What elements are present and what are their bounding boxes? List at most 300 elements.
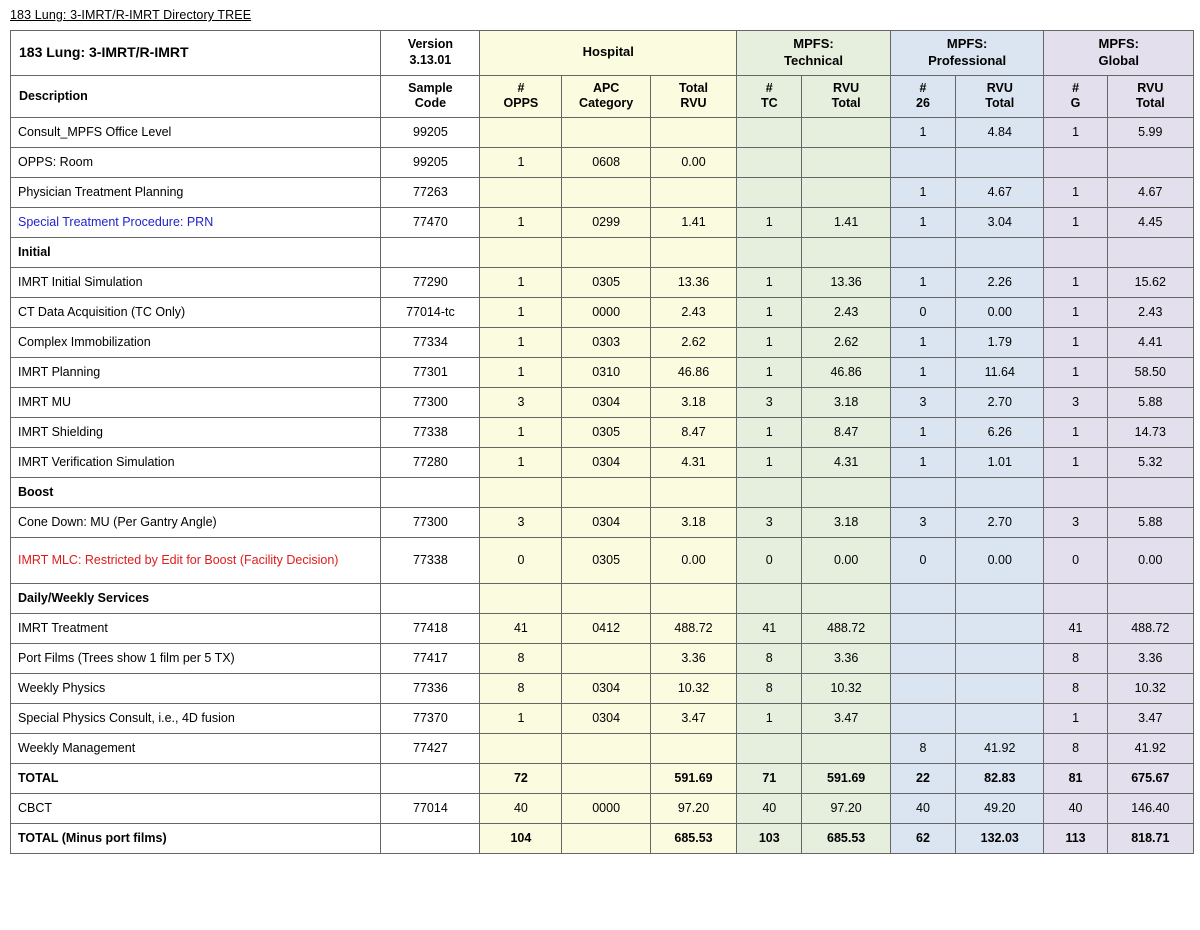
group-global-line1: MPFS: <box>1098 36 1139 51</box>
cell-g-rvu <box>1107 704 1193 734</box>
cell-tc-rvu-text <box>802 160 889 166</box>
cell-description-text: Daily/Weekly Services <box>18 590 150 605</box>
cell-apc-category-text: 0000 <box>592 800 621 815</box>
cell-sample-code-text: 77280 <box>413 454 448 469</box>
cell-opps-count-text: 1 <box>517 364 525 379</box>
cell-g-count-text <box>1044 490 1106 496</box>
cell-description-text[interactable]: Special Treatment Procedure: PRN <box>18 214 214 229</box>
cell-g-count <box>1044 358 1107 388</box>
cell-sample-code <box>381 448 480 478</box>
column-header-opps-count <box>480 75 562 117</box>
cell-pro-count-text: 0 <box>919 552 927 567</box>
cell-tc-count-text: 1 <box>765 214 773 229</box>
cell-tc-count <box>737 388 802 418</box>
cell-total-rvu <box>650 644 736 674</box>
cell-apc-category-text <box>562 190 649 196</box>
cell-opps-count-text: 41 <box>513 620 528 635</box>
cell-g-rvu <box>1107 734 1193 764</box>
cell-description <box>11 794 381 824</box>
cell-pro-rvu <box>956 298 1044 328</box>
table-body <box>11 118 1194 854</box>
cell-pro-rvu <box>956 734 1044 764</box>
cell-tc-count-text <box>737 160 801 166</box>
cell-total-rvu-text: 0.00 <box>681 154 706 169</box>
cell-description-text: TOTAL (Minus port films) <box>18 830 167 845</box>
cell-sample-code-text: 77301 <box>413 364 448 379</box>
cell-g-rvu <box>1107 538 1193 584</box>
cell-apc-category <box>562 358 650 388</box>
cell-opps-count <box>480 734 562 764</box>
cell-apc-category-text: 0412 <box>592 620 621 635</box>
header-column-row <box>11 75 1194 117</box>
cell-sample-code-text: 77418 <box>413 620 448 635</box>
cell-g-count-text: 1 <box>1072 454 1080 469</box>
cell-pro-count <box>890 704 955 734</box>
cell-g-count <box>1044 704 1107 734</box>
cell-sample-code <box>381 268 480 298</box>
cell-g-count-text: 1 <box>1072 184 1080 199</box>
cell-tc-count <box>737 538 802 584</box>
cell-pro-rvu <box>956 614 1044 644</box>
cell-pro-count-text: 1 <box>919 424 927 439</box>
cell-tc-count <box>737 644 802 674</box>
cell-opps-count-text: 8 <box>517 680 525 695</box>
cell-pro-rvu-text: 41.92 <box>984 740 1016 755</box>
cell-g-count <box>1044 478 1107 508</box>
tc-count-line2: TC <box>760 96 778 111</box>
cell-total-rvu <box>650 734 736 764</box>
cell-tc-rvu <box>802 538 890 584</box>
cell-total-rvu <box>650 704 736 734</box>
cell-description <box>11 148 381 178</box>
cell-description-text: Initial <box>18 244 51 259</box>
cell-tc-rvu-text: 2.62 <box>833 334 859 349</box>
cell-apc-category <box>562 418 650 448</box>
group-header-mpfs-technical <box>737 31 891 76</box>
cell-total-rvu <box>650 614 736 644</box>
cell-opps-count <box>480 764 562 794</box>
cell-opps-count-text: 8 <box>517 650 525 665</box>
cell-total-rvu <box>650 448 736 478</box>
cell-pro-count-text <box>891 656 955 662</box>
cell-pro-count-text: 1 <box>919 364 927 379</box>
cell-g-rvu <box>1107 358 1193 388</box>
cell-opps-count-text <box>480 596 561 602</box>
cell-description <box>11 208 381 238</box>
cell-g-rvu-text: 5.99 <box>1138 124 1163 139</box>
cell-g-rvu-text: 5.88 <box>1138 514 1163 529</box>
cell-g-rvu-text: 2.43 <box>1138 304 1163 319</box>
cell-g-count-text: 41 <box>1068 620 1083 635</box>
cell-tc-count <box>737 148 802 178</box>
cell-tc-rvu-text: 8.47 <box>833 424 859 439</box>
cell-apc-category <box>562 614 650 644</box>
cell-pro-rvu-text: 1.79 <box>987 334 1012 349</box>
cell-g-count-text: 1 <box>1072 334 1080 349</box>
table-row <box>11 674 1194 704</box>
cell-pro-rvu-text <box>956 596 1043 602</box>
cell-description <box>11 704 381 734</box>
cell-g-rvu <box>1107 824 1193 854</box>
cell-g-count <box>1044 118 1107 148</box>
table-row <box>11 824 1194 854</box>
cell-pro-rvu <box>956 824 1044 854</box>
cell-pro-rvu <box>956 794 1044 824</box>
cell-sample-code-text: 77014 <box>413 800 448 815</box>
cell-g-count <box>1044 208 1107 238</box>
cell-g-count-text: 8 <box>1072 650 1080 665</box>
cell-description-text: Physician Treatment Planning <box>18 184 184 199</box>
cell-total-rvu-text: 3.18 <box>681 514 706 529</box>
cell-total-rvu <box>650 508 736 538</box>
cell-g-rvu <box>1107 118 1193 148</box>
cell-tc-rvu-text: 3.18 <box>833 514 859 529</box>
cell-sample-code <box>381 478 480 508</box>
cell-description <box>11 178 381 208</box>
cell-sample-code-text: 99205 <box>413 124 448 139</box>
cell-description <box>11 584 381 614</box>
cell-opps-count <box>480 644 562 674</box>
cell-apc-category <box>562 508 650 538</box>
cell-apc-category <box>562 148 650 178</box>
cell-g-rvu-text <box>1108 596 1193 602</box>
cell-opps-count <box>480 824 562 854</box>
cell-opps-count-text: 1 <box>517 304 525 319</box>
cell-g-count-text: 113 <box>1065 830 1086 845</box>
table-row <box>11 238 1194 268</box>
cell-sample-code <box>381 764 480 794</box>
cell-sample-code-text <box>381 596 479 602</box>
cell-description <box>11 614 381 644</box>
cell-pro-rvu-text <box>956 626 1043 632</box>
cell-apc-category <box>562 644 650 674</box>
cell-pro-rvu-text <box>956 250 1043 256</box>
cell-g-count-text: 1 <box>1072 124 1080 139</box>
table-row <box>11 584 1194 614</box>
cell-total-rvu <box>650 358 736 388</box>
cell-tc-count <box>737 268 802 298</box>
cell-apc-category-text: 0304 <box>592 710 621 725</box>
cell-opps-count-text: 0 <box>517 552 525 567</box>
cell-pro-count <box>890 644 955 674</box>
cell-description-text: CBCT <box>18 800 53 815</box>
cell-tc-rvu-text <box>802 130 889 136</box>
cell-sample-code <box>381 644 480 674</box>
cell-total-rvu <box>650 764 736 794</box>
cell-sample-code-text: 77427 <box>413 740 448 755</box>
cell-tc-rvu <box>802 614 890 644</box>
cell-tc-rvu <box>802 644 890 674</box>
cell-g-count-text <box>1044 250 1106 256</box>
cell-tc-rvu-text <box>802 490 889 496</box>
cell-opps-count-text <box>480 250 561 256</box>
apc-line2: Category <box>579 96 634 111</box>
cell-tc-rvu <box>802 734 890 764</box>
group-hospital-line1: Hospital <box>582 44 634 60</box>
cell-tc-rvu-text: 46.86 <box>830 364 862 379</box>
cell-description <box>11 298 381 328</box>
cell-g-rvu-text: 5.88 <box>1138 394 1163 409</box>
cell-tc-rvu-text <box>802 250 889 256</box>
cell-apc-category <box>562 734 650 764</box>
cell-g-count-text: 1 <box>1072 214 1080 229</box>
cell-pro-count-text: 3 <box>919 394 927 409</box>
cell-pro-rvu-text <box>956 716 1043 722</box>
cell-description-text: Port Films (Trees show 1 film per 5 TX) <box>18 650 235 665</box>
cell-tc-count <box>737 358 802 388</box>
cell-total-rvu <box>650 388 736 418</box>
cell-sample-code-text <box>381 490 479 496</box>
cell-sample-code-text: 77300 <box>413 514 448 529</box>
cell-g-rvu-text: 4.45 <box>1138 214 1163 229</box>
cell-sample-code-text: 77334 <box>413 334 448 349</box>
cell-pro-rvu <box>956 538 1044 584</box>
cell-pro-rvu <box>956 118 1044 148</box>
cell-opps-count <box>480 148 562 178</box>
cell-apc-category <box>562 674 650 704</box>
cell-opps-count <box>480 358 562 388</box>
cell-description-text: CT Data Acquisition (TC Only) <box>18 304 186 319</box>
cell-apc-category-text: 0305 <box>592 274 621 289</box>
cell-sample-code <box>381 538 480 584</box>
cell-tc-count-text: 0 <box>765 552 773 567</box>
cell-pro-count <box>890 298 955 328</box>
cell-tc-rvu <box>802 388 890 418</box>
cell-total-rvu <box>650 674 736 704</box>
cell-tc-count <box>737 734 802 764</box>
table-row <box>11 734 1194 764</box>
cell-pro-rvu <box>956 418 1044 448</box>
cell-pro-rvu-text: 1.01 <box>987 454 1012 469</box>
cell-opps-count <box>480 388 562 418</box>
cell-g-rvu-text: 41.92 <box>1134 740 1166 755</box>
cell-description-text: IMRT Treatment <box>18 620 108 635</box>
cell-opps-count <box>480 178 562 208</box>
cell-tc-rvu-text: 685.53 <box>827 830 866 845</box>
cell-opps-count <box>480 614 562 644</box>
cell-tc-rvu-text: 1.41 <box>833 214 859 229</box>
cell-apc-category <box>562 388 650 418</box>
rvu-table <box>10 30 1194 854</box>
cell-sample-code-text: 77300 <box>413 394 448 409</box>
cell-total-rvu-text: 3.47 <box>681 710 706 725</box>
cell-description <box>11 674 381 704</box>
cell-sample-code-text <box>381 250 479 256</box>
cell-g-count-text <box>1044 160 1106 166</box>
cell-tc-rvu-text <box>802 190 889 196</box>
cell-opps-count-text: 1 <box>517 274 525 289</box>
cell-sample-code-text: 77470 <box>413 214 448 229</box>
column-header-tc-count <box>737 75 802 117</box>
cell-tc-count <box>737 614 802 644</box>
group-header-mpfs-professional <box>890 31 1044 76</box>
cell-opps-count <box>480 208 562 238</box>
cell-g-rvu-text <box>1108 490 1193 496</box>
cell-description <box>11 268 381 298</box>
cell-g-rvu <box>1107 148 1193 178</box>
cell-total-rvu-text: 685.53 <box>674 830 713 845</box>
cell-tc-rvu <box>802 298 890 328</box>
cell-g-rvu <box>1107 644 1193 674</box>
cell-total-rvu-text: 1.41 <box>681 214 706 229</box>
cell-tc-rvu-text: 3.18 <box>833 394 859 409</box>
cell-tc-count-text: 40 <box>762 800 777 815</box>
cell-total-rvu <box>650 238 736 268</box>
cell-tc-count-text: 1 <box>765 424 773 439</box>
cell-apc-category <box>562 794 650 824</box>
cell-apc-category-text: 0000 <box>592 304 621 319</box>
cell-opps-count-text: 1 <box>517 710 525 725</box>
cell-total-rvu <box>650 538 736 584</box>
cell-pro-count-text: 1 <box>919 124 927 139</box>
opps-count-line1: # <box>517 80 525 95</box>
cell-opps-count-text: 1 <box>517 424 525 439</box>
cell-description <box>11 358 381 388</box>
column-header-tc-rvu-total <box>802 75 890 117</box>
version-line-1: Version <box>407 37 453 52</box>
group-header-mpfs-global <box>1044 31 1194 76</box>
total-rvu-line1: Total <box>679 80 708 95</box>
cell-sample-code <box>381 238 480 268</box>
group-header-hospital <box>480 31 737 76</box>
cell-tc-count-text <box>737 190 801 196</box>
cell-tc-count-text: 8 <box>765 650 773 665</box>
cell-tc-rvu <box>802 208 890 238</box>
cell-tc-count-text <box>737 250 801 256</box>
cell-tc-rvu <box>802 478 890 508</box>
g-rvu-line1: RVU <box>1137 80 1164 95</box>
cell-tc-rvu-text: 3.36 <box>833 650 859 665</box>
cell-sample-code <box>381 388 480 418</box>
cell-g-count <box>1044 328 1107 358</box>
tc-rvu-line2: Total <box>831 96 861 111</box>
cell-tc-rvu-text: 13.36 <box>830 274 862 289</box>
cell-opps-count <box>480 268 562 298</box>
tc-count-line1: # <box>765 80 773 95</box>
cell-pro-count-text: 1 <box>919 274 927 289</box>
cell-g-count <box>1044 734 1107 764</box>
cell-opps-count <box>480 508 562 538</box>
table-row <box>11 614 1194 644</box>
cell-sample-code <box>381 824 480 854</box>
table-corner-title: 183 Lung: 3-IMRT/R-IMRT <box>11 31 381 76</box>
cell-pro-count <box>890 238 955 268</box>
cell-apc-category-text: 0608 <box>592 154 621 169</box>
g-rvu-line2: Total <box>1135 96 1165 111</box>
cell-apc-category <box>562 178 650 208</box>
cell-pro-count <box>890 328 955 358</box>
cell-description-text: IMRT MU <box>18 394 72 409</box>
cell-description <box>11 118 381 148</box>
cell-tc-rvu <box>802 794 890 824</box>
cell-g-rvu-text: 14.73 <box>1134 424 1166 439</box>
cell-sample-code <box>381 734 480 764</box>
cell-tc-count-text <box>737 130 801 136</box>
cell-g-rvu <box>1107 238 1193 268</box>
cell-description <box>11 448 381 478</box>
cell-g-rvu <box>1107 268 1193 298</box>
cell-g-count <box>1044 178 1107 208</box>
cell-apc-category-text <box>562 836 649 842</box>
cell-tc-rvu <box>802 268 890 298</box>
cell-sample-code <box>381 358 480 388</box>
cell-tc-count-text: 3 <box>765 514 773 529</box>
cell-pro-count-text: 62 <box>916 830 930 845</box>
cell-pro-rvu-text: 49.20 <box>984 800 1016 815</box>
cell-g-rvu <box>1107 478 1193 508</box>
cell-g-rvu <box>1107 508 1193 538</box>
cell-total-rvu <box>650 118 736 148</box>
cell-g-count-text: 1 <box>1072 424 1080 439</box>
group-technical-line2: Technical <box>783 52 843 68</box>
cell-total-rvu <box>650 418 736 448</box>
cell-g-count <box>1044 418 1107 448</box>
cell-g-count-text: 3 <box>1072 514 1080 529</box>
table-row <box>11 538 1194 584</box>
cell-apc-category <box>562 238 650 268</box>
table-header <box>11 31 1194 118</box>
cell-opps-count-text <box>480 130 561 136</box>
table-row <box>11 118 1194 148</box>
cell-pro-count <box>890 118 955 148</box>
cell-g-count <box>1044 508 1107 538</box>
cell-total-rvu <box>650 824 736 854</box>
cell-g-count <box>1044 824 1107 854</box>
cell-pro-count <box>890 508 955 538</box>
cell-total-rvu <box>650 208 736 238</box>
cell-sample-code-text: 77417 <box>413 650 448 665</box>
cell-opps-count <box>480 448 562 478</box>
cell-sample-code <box>381 178 480 208</box>
cell-opps-count-text: 3 <box>517 394 525 409</box>
cell-description <box>11 644 381 674</box>
cell-g-rvu <box>1107 328 1193 358</box>
cell-tc-count <box>737 794 802 824</box>
cell-pro-rvu <box>956 704 1044 734</box>
cell-apc-category <box>562 584 650 614</box>
cell-g-rvu <box>1107 388 1193 418</box>
cell-g-rvu-text <box>1108 250 1193 256</box>
cell-g-rvu <box>1107 764 1193 794</box>
sample-code-line2: Code <box>414 96 447 111</box>
cell-sample-code <box>381 584 480 614</box>
cell-g-count-text: 81 <box>1068 770 1083 785</box>
cell-g-rvu-text: 5.32 <box>1138 454 1163 469</box>
header-group-row <box>11 31 1194 76</box>
cell-description-text: Special Physics Consult, i.e., 4D fusion <box>18 710 235 725</box>
cell-g-count-text: 1 <box>1072 304 1080 319</box>
cell-g-count-text: 3 <box>1072 394 1080 409</box>
pro-count-line2: 26 <box>916 96 930 111</box>
cell-pro-count <box>890 674 955 704</box>
cell-description-text: Consult_MPFS Office Level <box>18 124 172 139</box>
cell-description <box>11 824 381 854</box>
cell-pro-count <box>890 178 955 208</box>
cell-opps-count <box>480 538 562 584</box>
cell-tc-count-text: 3 <box>765 394 773 409</box>
table-row <box>11 418 1194 448</box>
cell-total-rvu-text <box>651 190 736 196</box>
cell-g-rvu <box>1107 674 1193 704</box>
cell-apc-category-text <box>562 776 649 782</box>
cell-pro-count <box>890 448 955 478</box>
cell-total-rvu-text <box>651 746 736 752</box>
table-row <box>11 358 1194 388</box>
cell-tc-count <box>737 584 802 614</box>
cell-apc-category-text <box>562 490 649 496</box>
table-row <box>11 208 1194 238</box>
cell-tc-count-text: 1 <box>765 334 773 349</box>
